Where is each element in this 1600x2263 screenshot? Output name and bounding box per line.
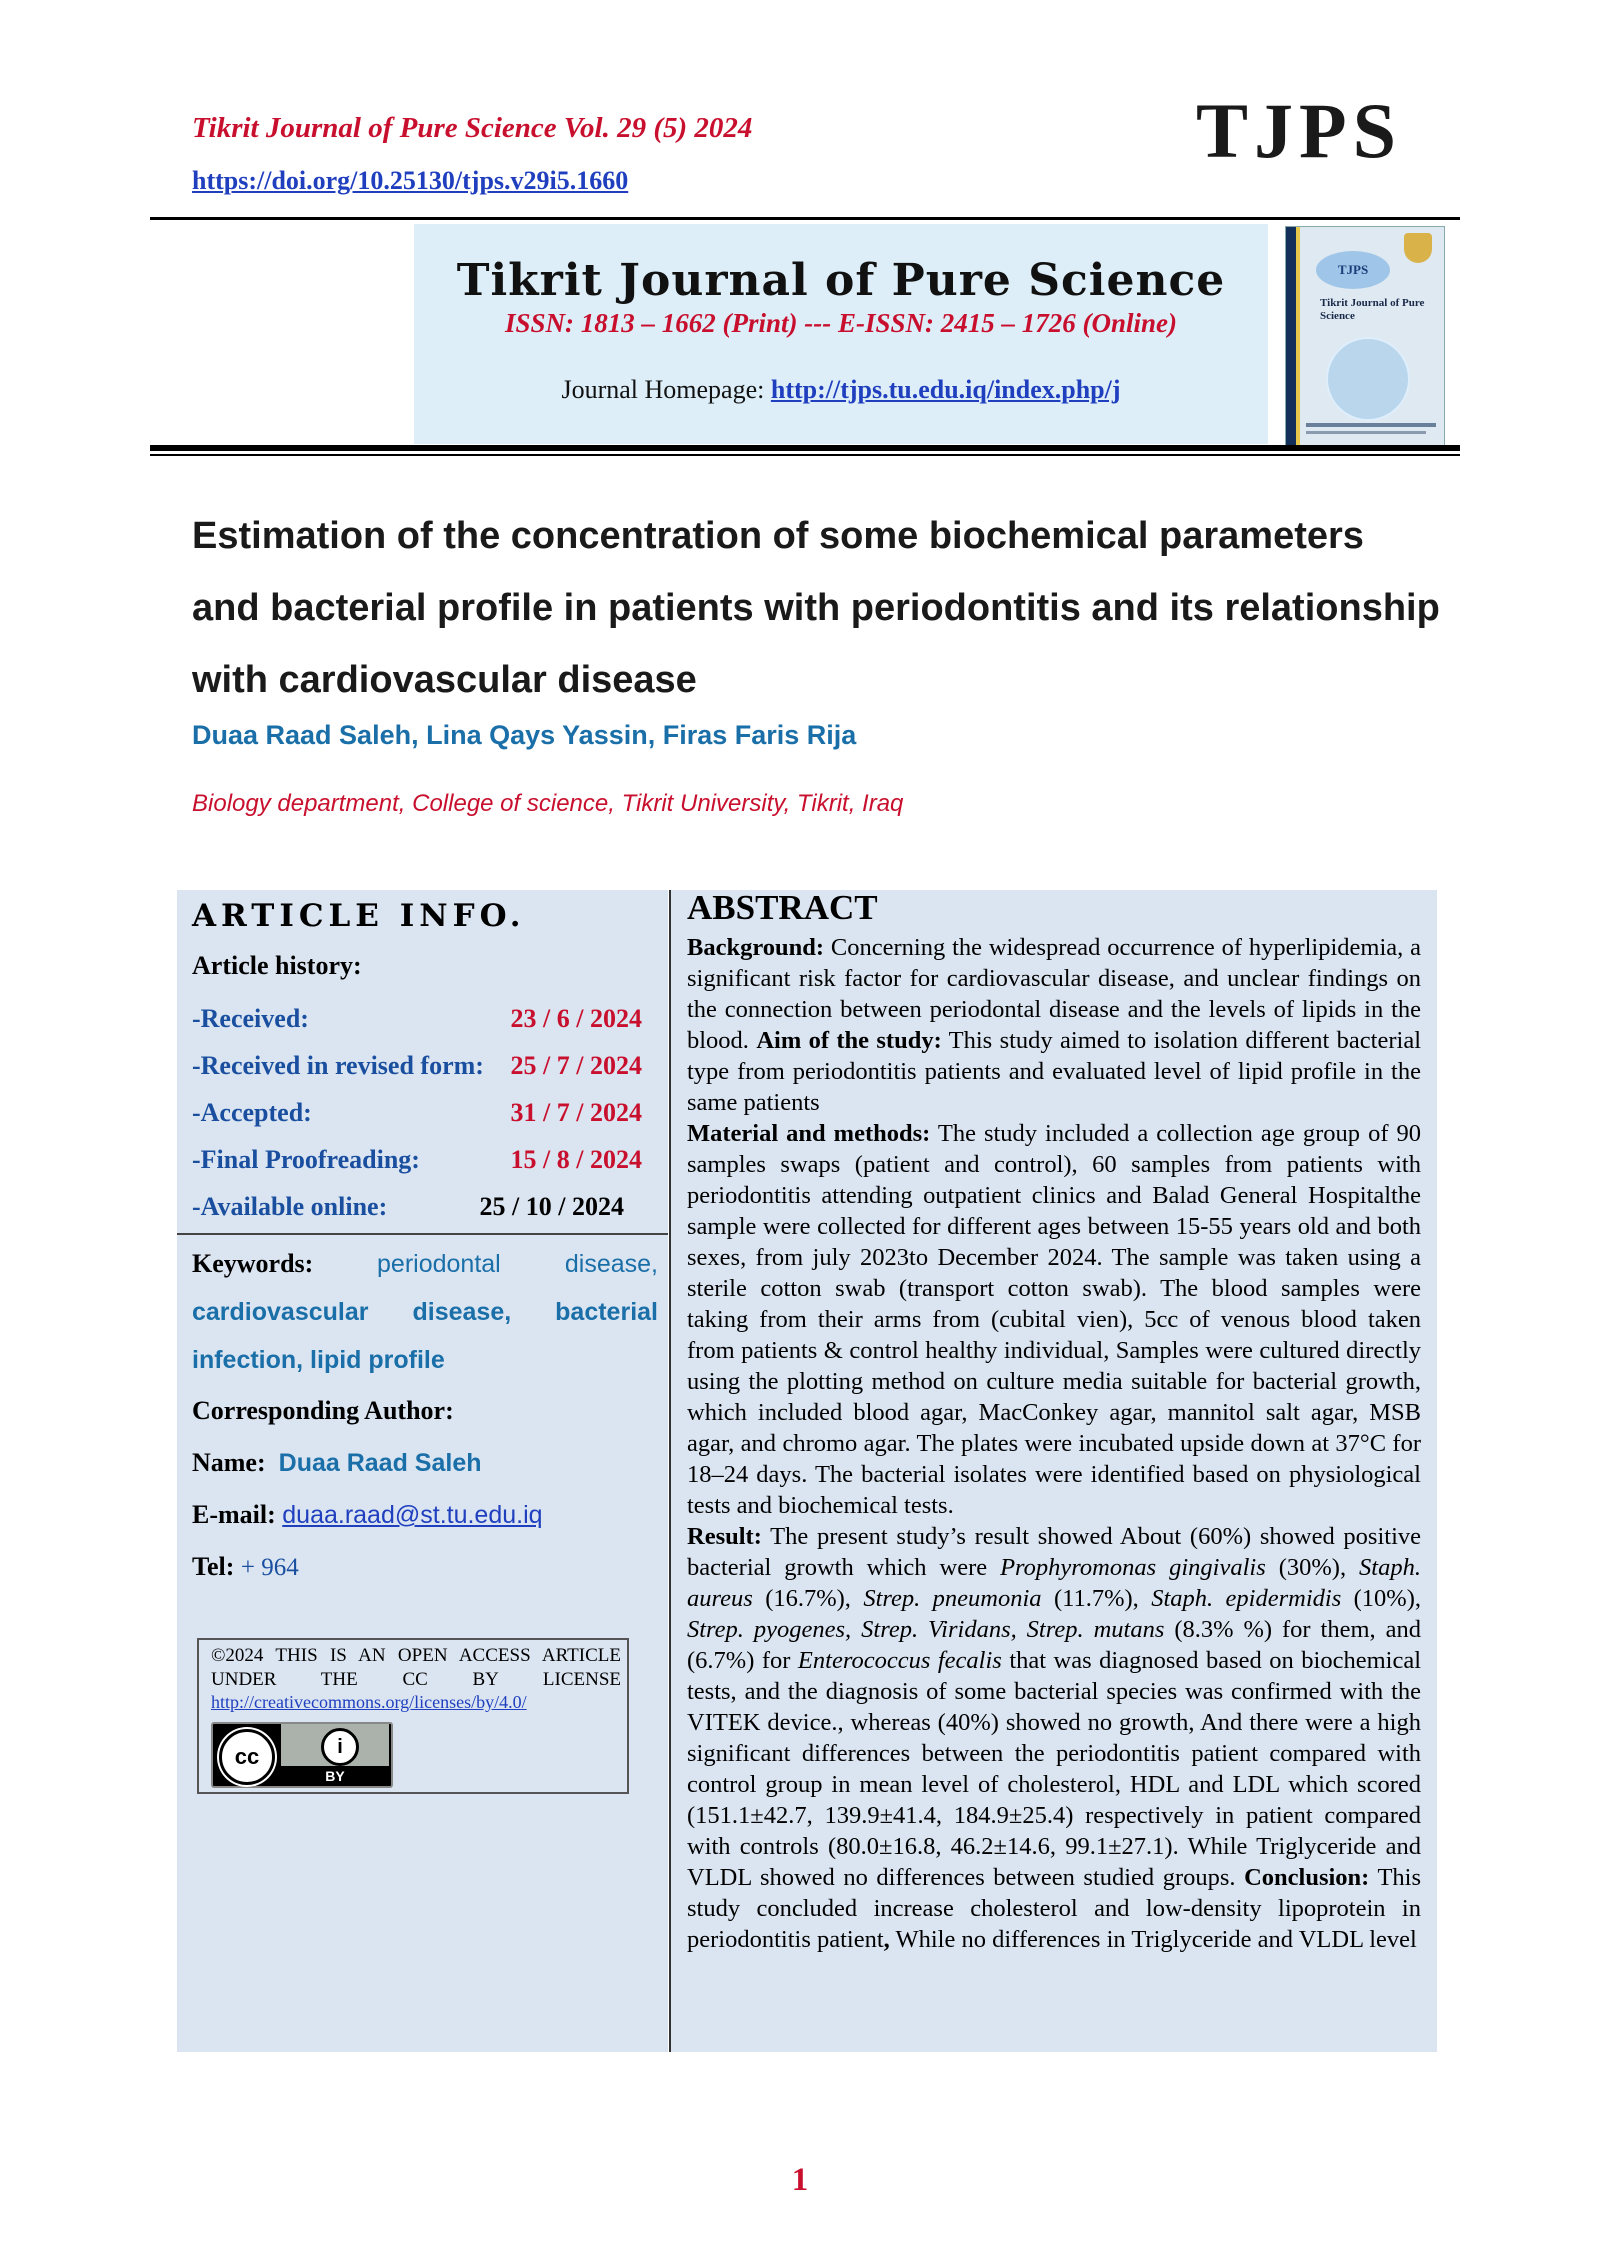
info-divider <box>177 1233 668 1235</box>
result-label: Result: <box>687 1523 762 1550</box>
license-text: ©2024 THIS IS AN OPEN ACCESS ARTICLE UNDER THE CC BY LICENSE <box>211 1645 621 1690</box>
result-text: (16.7%), <box>765 1585 851 1612</box>
history-row-online <box>192 1183 658 1230</box>
cc-by-badge[interactable] <box>211 1722 393 1788</box>
result-text: (10%), <box>1353 1585 1421 1612</box>
article-info-heading: ARTICLE INFO. <box>192 898 526 934</box>
author-name-row <box>192 1437 658 1489</box>
history-label-received: -Received: <box>192 1004 309 1033</box>
cover-title: Tikrit Journal of Pure Science <box>1320 297 1425 322</box>
conclusion-text: While no differences in Triglyceride and VLDL level <box>895 1926 1417 1953</box>
aim-label: Aim of the study: <box>756 1027 942 1054</box>
person-icon: i <box>321 1728 359 1766</box>
author-email-link[interactable]: duaa.raad@st.tu.edu.iq <box>282 1501 543 1529</box>
column-divider <box>669 890 671 2052</box>
author-tel: + 964 <box>240 1554 299 1581</box>
cc-icon: cc <box>219 1729 275 1785</box>
abstract-background <box>687 932 1421 1118</box>
background-text: Concerning the widespread occurrence of hyperlipidemia, a significant risk factor for cardiovascular disease, and unclear findings on the connection between periodontal disease and the levels of lipids in the blood. <box>687 934 1422 1054</box>
result-text: (8.3% %) for them, and (6.7%) for <box>687 1616 1421 1674</box>
author-name: Duaa Raad Saleh <box>278 1449 482 1477</box>
history-label-online: -Available online: <box>192 1192 388 1221</box>
conclusion-comma: , <box>883 1926 890 1953</box>
article-authors: Duaa Raad Saleh, Lina Qays Yassin, Firas Faris Rija <box>192 720 857 750</box>
history-row-proofreading <box>192 1136 658 1183</box>
journal-cover-thumbnail <box>1285 226 1445 446</box>
history-label-accepted: -Accepted: <box>192 1098 312 1127</box>
history-date-revised: 25 / 7 / 2024 <box>510 1051 642 1080</box>
background-label: Background: <box>687 934 825 961</box>
email-label: E-mail: <box>192 1500 276 1529</box>
author-email-row <box>192 1489 658 1541</box>
result-text: (11.7%), <box>1053 1585 1139 1612</box>
history-row-accepted <box>192 1089 658 1136</box>
tjps-logo: TJPS <box>1196 87 1403 174</box>
species-name: Staph. aureus <box>687 1554 1421 1612</box>
tel-label: Tel: <box>192 1552 235 1581</box>
cover-emblem-icon <box>1326 337 1410 421</box>
banner-issn: ISSN: 1813 – 1662 (Print) --- E-ISSN: 2415 – 1726 (Online) <box>504 308 1178 338</box>
author-tel-row <box>192 1541 658 1594</box>
article-title: Estimation of the concentration of some biochemical parameters and bacterial profile in patients with periodontitis and its relationship with cardiovascular disease <box>192 515 1440 701</box>
history-label-proofreading: -Final Proofreading: <box>192 1145 420 1174</box>
aim-text: This study aimed to isolation different bacterial type from periodontitis patients and evaluated level of lipid profile in the same patients <box>687 1027 1421 1116</box>
history-row-received <box>192 995 658 1042</box>
abstract-result <box>687 1521 1421 1955</box>
homepage-link[interactable]: http://tjps.tu.edu.iq/index.php/j <box>770 375 1121 404</box>
corresponding-author <box>192 1385 658 1594</box>
banner-rule-thick <box>150 445 1460 451</box>
abstract-body <box>687 932 1421 1955</box>
banner-journal-title: Tikrit Journal of Pure Science <box>456 255 1226 306</box>
history-date-proofreading: 15 / 8 / 2024 <box>510 1145 642 1174</box>
history-date-accepted: 31 / 7 / 2024 <box>510 1098 642 1127</box>
keywords-label: Keywords: <box>192 1249 314 1278</box>
history-label: Article history: <box>192 951 362 980</box>
species-name: Strep. pneumonia <box>863 1585 1042 1612</box>
abstract-methods <box>687 1118 1421 1521</box>
homepage-label: Journal Homepage: <box>561 375 765 404</box>
cover-badge: TJPS <box>1316 251 1390 289</box>
article-affiliation: Biology department, College of science, Tikrit University, Tikrit, Iraq <box>192 790 904 817</box>
journal-volume-line: Tikrit Journal of Pure Science Vol. 29 (5) 2024 <box>192 112 753 144</box>
university-crest-icon <box>1404 233 1432 263</box>
history-label-revised: -Received in revised form: <box>192 1051 484 1080</box>
history-date-received: 23 / 6 / 2024 <box>510 1004 642 1033</box>
doi-link[interactable]: https://doi.org/10.25130/tjps.v29i5.1660 <box>192 166 629 195</box>
species-name: Prophyromonas gingivalis <box>1000 1554 1266 1581</box>
corresponding-label: Corresponding Author: <box>192 1396 454 1425</box>
cc-by-label: BY <box>325 1768 345 1784</box>
banner-homepage <box>414 375 1268 405</box>
methods-label: Material and methods: <box>687 1120 931 1147</box>
abstract-heading: ABSTRACT <box>687 888 878 927</box>
article-history <box>192 942 658 1230</box>
conclusion-label: Conclusion: <box>1244 1864 1370 1891</box>
result-text: (30%), <box>1278 1554 1347 1581</box>
species-name: Strep. pyogenes, Strep. Viridans, Strep. mutans <box>687 1616 1165 1643</box>
result-text: that was diagnosed based on biochemical tests, and the diagnosis of some bacterial species was confirmed with the VITEK device., whereas (40%) showed no growth, And there were a high significant differences between the periodontitis patient compared with control group in mean level of cholesterol, HDL and LDL which scored (151.1±42.7, 139.9±41.4, 184.9±25.4) respectively in patient compared with controls (80.0±16.8, 46.2±14.6, 99.1±27.1). While Triglyceride and VLDL showed no differences between studied groups. <box>687 1647 1421 1891</box>
result-text: The present study’s result showed About (60%) showed positive bacterial growth which were <box>687 1523 1421 1581</box>
license-link[interactable]: http://creativecommons.org/licenses/by/4.0/ <box>211 1692 527 1712</box>
history-row-revised <box>192 1042 658 1089</box>
conclusion-text: This study concluded increase cholesterol and low-density lipoprotein in periodontitis patient <box>687 1864 1421 1953</box>
keywords <box>192 1240 658 1384</box>
species-name: Enterococcus fecalis <box>797 1647 1002 1674</box>
name-label: Name: <box>192 1448 266 1477</box>
banner-rule-thin <box>150 454 1460 456</box>
methods-text: The study included a collection age group of 90 samples swaps (patient and control), 60 samples from patients with periodontitis attending outpatient clinics and Balad General Hospitalthe sample were collected for different ages between 15-55 years old and both sexes, from july 2023to December 2024. The sample was taken using a sterile cotton swab (transport cotton swab). The blood samples were taking from their arms from (cubital vien), 5cc of venous blood taken from patients & control healthy individual, Samples were cultured directly using the plotting method on culture media suitable for bacterial growth, which included blood agar, MacConkey agar, mannitol salt agar, MSB agar, and chromo agar. The plates were incubated upside down at 37°C for 18–24 days. The bacterial isolates were identified based on physiological tests and biochemical tests. <box>687 1120 1421 1519</box>
page-number: 1 <box>791 2162 809 2198</box>
history-date-online: 25 / 10 / 2024 <box>479 1192 624 1221</box>
keyword-first: periodontal disease, <box>377 1250 658 1278</box>
cover-footer-line <box>1306 431 1426 434</box>
cover-spine <box>1286 227 1296 445</box>
cover-strip <box>1296 227 1300 445</box>
species-name: Staph. epidermidis <box>1151 1585 1342 1612</box>
keywords-rest: cardiovascular disease, bacterial infection, lipid profile <box>192 1298 658 1374</box>
header-rule <box>150 217 1460 220</box>
cover-footer-line <box>1306 423 1436 427</box>
